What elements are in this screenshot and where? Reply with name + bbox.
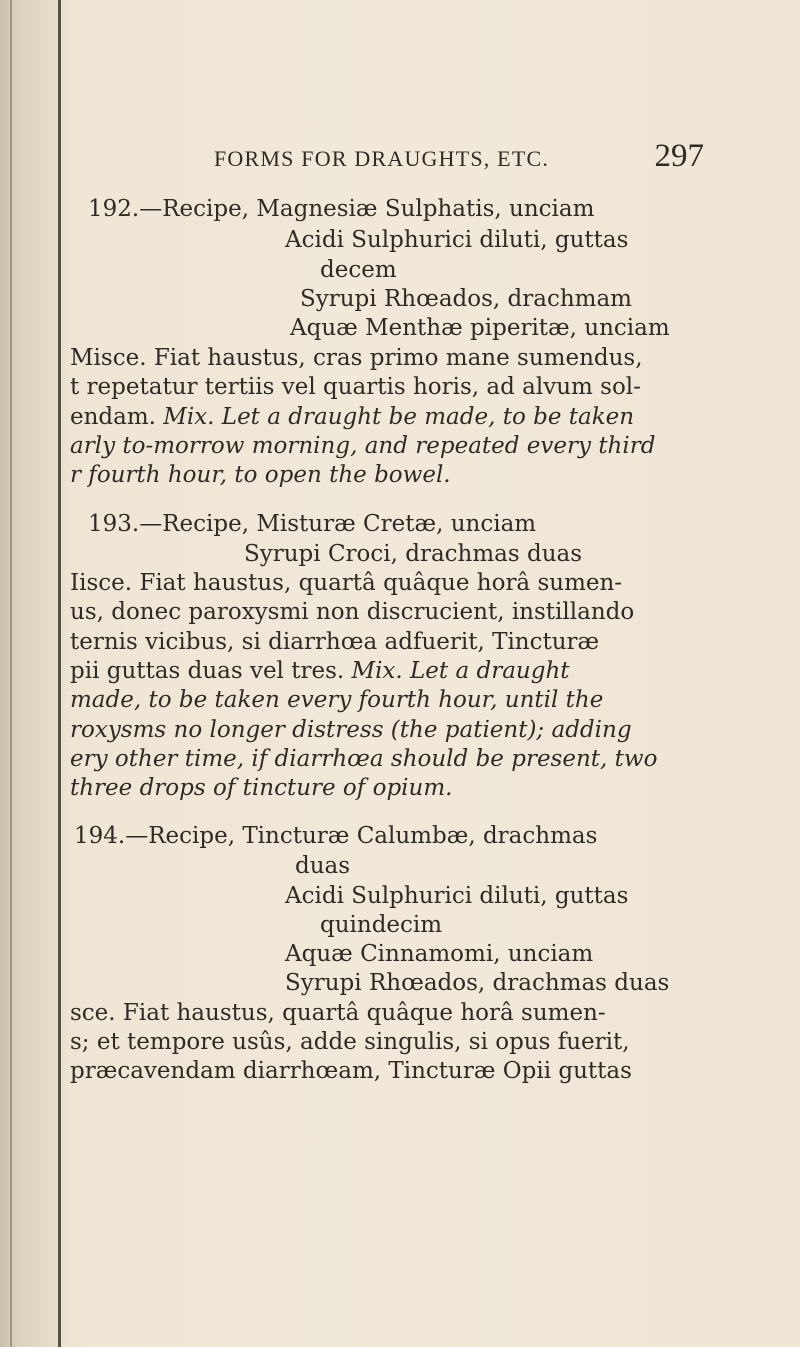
recipe-192-line-9: arly to-morrow morning, and repeated every third xyxy=(70,433,656,459)
recipe-193-line-10: three drops of tincture of opium. xyxy=(70,775,453,801)
recipe-192-line-4: Syrupi Rhœados, drachmam xyxy=(300,286,632,312)
recipe-193-line-4: us, donec paroxysmi non discrucient, instillando xyxy=(70,599,635,625)
running-head: FORMS FOR DRAUGHTS, ETC. xyxy=(214,146,550,171)
recipe-193-line-5: ternis vicibus, si diarrhœa adfuerit, Tincturæ xyxy=(70,629,600,655)
recipe-192-line-2: Acidi Sulphurici diluti, guttas xyxy=(285,227,629,253)
recipe-192-line-7: t repetatur tertiis vel quartis horis, ad alvum sol- xyxy=(70,374,641,400)
recipe-193-line-1: 193.—Recipe, Misturæ Cretæ, unciam xyxy=(88,511,537,537)
recipe-193-line-7: made, to be taken every fourth hour, until the xyxy=(70,687,604,713)
recipe-194-line-5: Aquæ Cinnamomi, unciam xyxy=(285,941,594,967)
recipe-194-line-3: Acidi Sulphurici diluti, guttas xyxy=(285,883,629,909)
recipe-194-line-4: quindecim xyxy=(320,912,443,938)
recipe-193-line-8: roxysms no longer distress (the patient); adding xyxy=(70,717,632,743)
recipe-192-line-8 xyxy=(70,403,634,431)
recipe-192-latin-end: endam. xyxy=(70,404,156,430)
recipe-194-line-2: duas xyxy=(295,853,351,879)
binding-shadow xyxy=(58,0,61,1347)
recipe-194-line-1: 194.—Recipe, Tincturæ Calumbæ, drachmas xyxy=(74,823,598,849)
recipe-194-line-6: Syrupi Rhœados, drachmas duas xyxy=(285,970,670,996)
recipe-192-line-10: r fourth hour, to open the bowel. xyxy=(70,462,451,488)
recipe-194-line-8: s; et tempore usûs, adde singulis, si opus fuerit, xyxy=(70,1029,630,1055)
page-number: 297 xyxy=(654,138,704,174)
recipe-192-translation-start: Mix. Let a draught be made, to be taken xyxy=(163,404,635,430)
recipe-193-line-6 xyxy=(70,657,570,685)
recipe-194-line-9: præcavendam diarrhœam, Tincturæ Opii guttas xyxy=(70,1058,632,1084)
recipe-193-line-3: Iisce. Fiat haustus, quartâ quâque horâ sumen- xyxy=(70,570,623,596)
recipe-192-line-1: 192.—Recipe, Magnesiæ Sulphatis, unciam xyxy=(88,196,595,222)
recipe-193-translation-start: Mix. Let a draught xyxy=(351,658,570,684)
binding-edge xyxy=(10,0,12,1347)
page-header xyxy=(214,140,704,180)
recipe-194-line-7: sce. Fiat haustus, quartâ quâque horâ sumen- xyxy=(70,1000,606,1026)
recipe-193-latin-end: pii guttas duas vel tres. xyxy=(70,658,345,684)
recipe-193-line-2: Syrupi Croci, drachmas duas xyxy=(244,541,583,567)
recipe-192-line-3: decem xyxy=(320,257,397,283)
recipe-192-line-6: Misce. Fiat haustus, cras primo mane sumendus, xyxy=(70,345,643,371)
recipe-193-line-9: ery other time, if diarrhœa should be present, two xyxy=(70,746,658,772)
recipe-192-line-5: Aquæ Menthæ piperitæ, unciam xyxy=(290,315,670,341)
